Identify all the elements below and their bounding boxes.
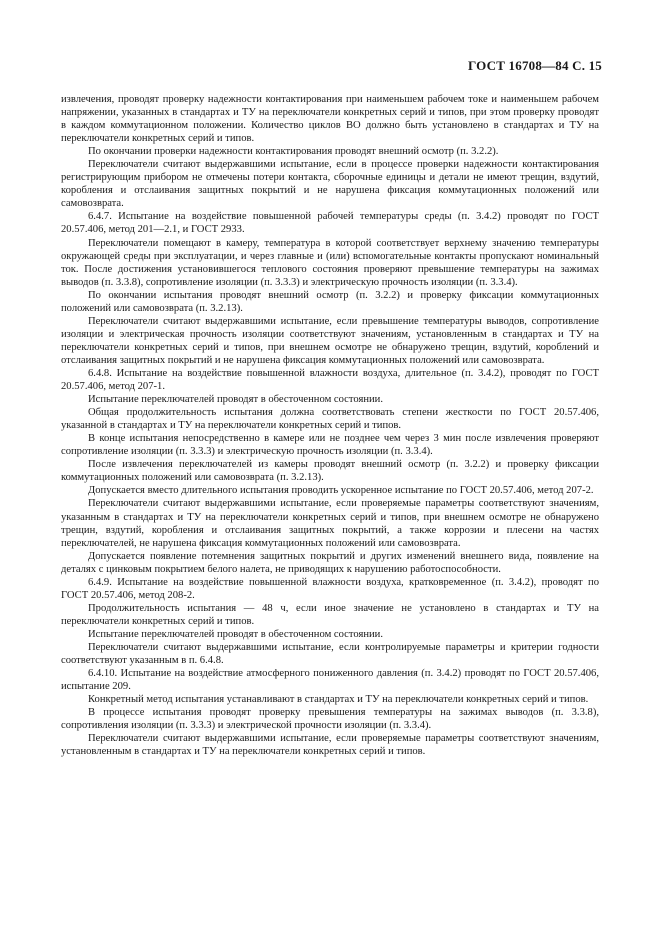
page-header: ГОСТ 16708—84 С. 15	[468, 58, 602, 73]
paragraph: В процессе испытания проводят проверку превышения температуры на зажимах выводов (п. 3.3.8), сопротивления изоляции (п. 3.3.3) и электрической прочности изоляции (п. 3.3.4).	[61, 707, 599, 732]
paragraph: По окончании испытания проводят внешний осмотр (п. 3.2.2) и проверку фиксации коммутационных положений или самовозврата (п. 3.2.13).	[61, 289, 599, 314]
paragraph: Переключатели считают выдержавшими испытание, если в процессе проверки надежности контактирования регистрирующим прибором не отмечены потери контакта, сборочные единицы и детали не имеют трещин, вздутий, коробления и отслаивания защитных покрытий и не нарушена фиксация коммутационных положений или самовозврата.	[61, 159, 599, 210]
paragraph: После извлечения переключателей из камеры проводят внешний осмотр (п. 3.2.2) и проверку фиксации коммутационных положений или самовозврата (п. 3.2.13).	[61, 459, 599, 484]
paragraph: Допускается появление потемнения защитных покрытий и других изменений внешнего вида, появление на деталях с цинковым покрытием белого налета, не приводящих к нарушению работоспособности.	[61, 550, 599, 575]
paragraph: В конце испытания непосредственно в камере или не позднее чем через 3 мин после извлечения проверяют сопротивление изоляции (п. 3.3.3) и электрическую прочность изоляции (п. 3.3.4).	[61, 433, 599, 458]
paragraph: Переключатели считают выдержавшими испытание, если контролируемые параметры и критерии годности соответствуют указанным в п. 6.4.8.	[61, 641, 599, 667]
paragraph: Общая продолжительность испытания должна соответствовать степени жесткости по ГОСТ 20.57.406, указанной в стандартах и ТУ на переключатели конкретных серий и типов.	[61, 407, 599, 432]
section-6-4-7: 6.4.7. Испытание на воздействие повышенной рабочей температуры среды (п. 3.4.2) проводят по ГОСТ 20.57.406, метод 201—2.1, и ГОСТ 2933.	[61, 211, 599, 236]
paragraph: Переключатели считают выдержавшими испытание, если проверяемые параметры соответствуют значениям, указанным в стандартах и ТУ на переключатели конкретных серий и типов, при внешнем осмотре не обнаружено трещин, вздутий, коробления и отслаивания защитных покрытий, а также коррозии и плесени на частях переключателей, не нарушена фиксация коммутационных положений или самовозврата.	[61, 498, 599, 549]
paragraph-continuation: извлечения, проводят проверку надежности контактирования при наименьшем рабочем токе и наименьшем рабочем напряжении, указанных в стандартах и ТУ на переключатели конкретных серий и типов, при этом проверку проводят в каждом коммутационном положении. Количество циклов ВО должно быть установлено в стандартах и ТУ на переключатели конкретных серий и типов.	[61, 94, 599, 145]
paragraph: Переключатели помещают в камеру, температура в которой соответствует верхнему значению температуры окружающей среды при эксплуатации, и через главные и (или) вспомогательные контакты пропускают номинальный ток. После достижения установившегося теплового состояния проверяют превышение температуры на зажимах выводов (п. 3.3.8), сопротивление изоляции (п. 3.3.3) и электрическую прочность изоляции (п. 3.3.4).	[61, 237, 599, 288]
paragraph: Испытание переключателей проводят в обесточенном состоянии.	[88, 394, 383, 406]
paragraph: По окончании проверки надежности контактирования проводят внешний осмотр (п. 3.2.2).	[88, 146, 499, 158]
paragraph: Переключатели считают выдержавшими испытание, если проверяемые параметры соответствуют значениям, установленным в стандартах и ТУ на переключатели конкретных серий и типов.	[61, 733, 599, 758]
paragraph: Допускается вместо длительного испытания проводить ускоренное испытание по ГОСТ 20.57.406, метод 207-2.	[88, 485, 594, 497]
paragraph: Конкретный метод испытания устанавливают в стандартах и ТУ на переключатели конкретных серий и типов.	[88, 694, 589, 706]
paragraph: Переключатели считают выдержавшими испытание, если превышение температуры выводов, сопротивление изоляции и электрическая прочность изоляции соответствуют значениям, установленным в стандартах и ТУ на переключатели конкретных серий и типов, при внешнем осмотре не обнаружено трещин, вздутий, короблений и отслаивания защитных покрытий и не нарушена фиксация коммутационных положений или самовозврата.	[61, 315, 599, 366]
paragraph: Испытание переключателей проводят в обесточенном состоянии.	[88, 628, 383, 640]
paragraph: Продолжительность испытания — 48 ч, если иное значение не установлено в стандартах и ТУ на переключатели конкретных серий и типов.	[61, 602, 599, 627]
document-body	[61, 93, 599, 758]
section-6-4-8: 6.4.8. Испытание на воздействие повышенной влажности воздуха, длительное (п. 3.4.2), проводят по ГОСТ 20.57.406, метод 207-1.	[61, 367, 599, 393]
section-6-4-10: 6.4.10. Испытание на воздействие атмосферного пониженного давления (п. 3.4.2) проводят по ГОСТ 20.57.406, испытание 209.	[61, 668, 599, 693]
section-6-4-9: 6.4.9. Испытание на воздействие повышенной влажности воздуха, кратковременное (п. 3.4.2), проводят по ГОСТ 20.57.406, метод 208-2.	[61, 576, 599, 601]
